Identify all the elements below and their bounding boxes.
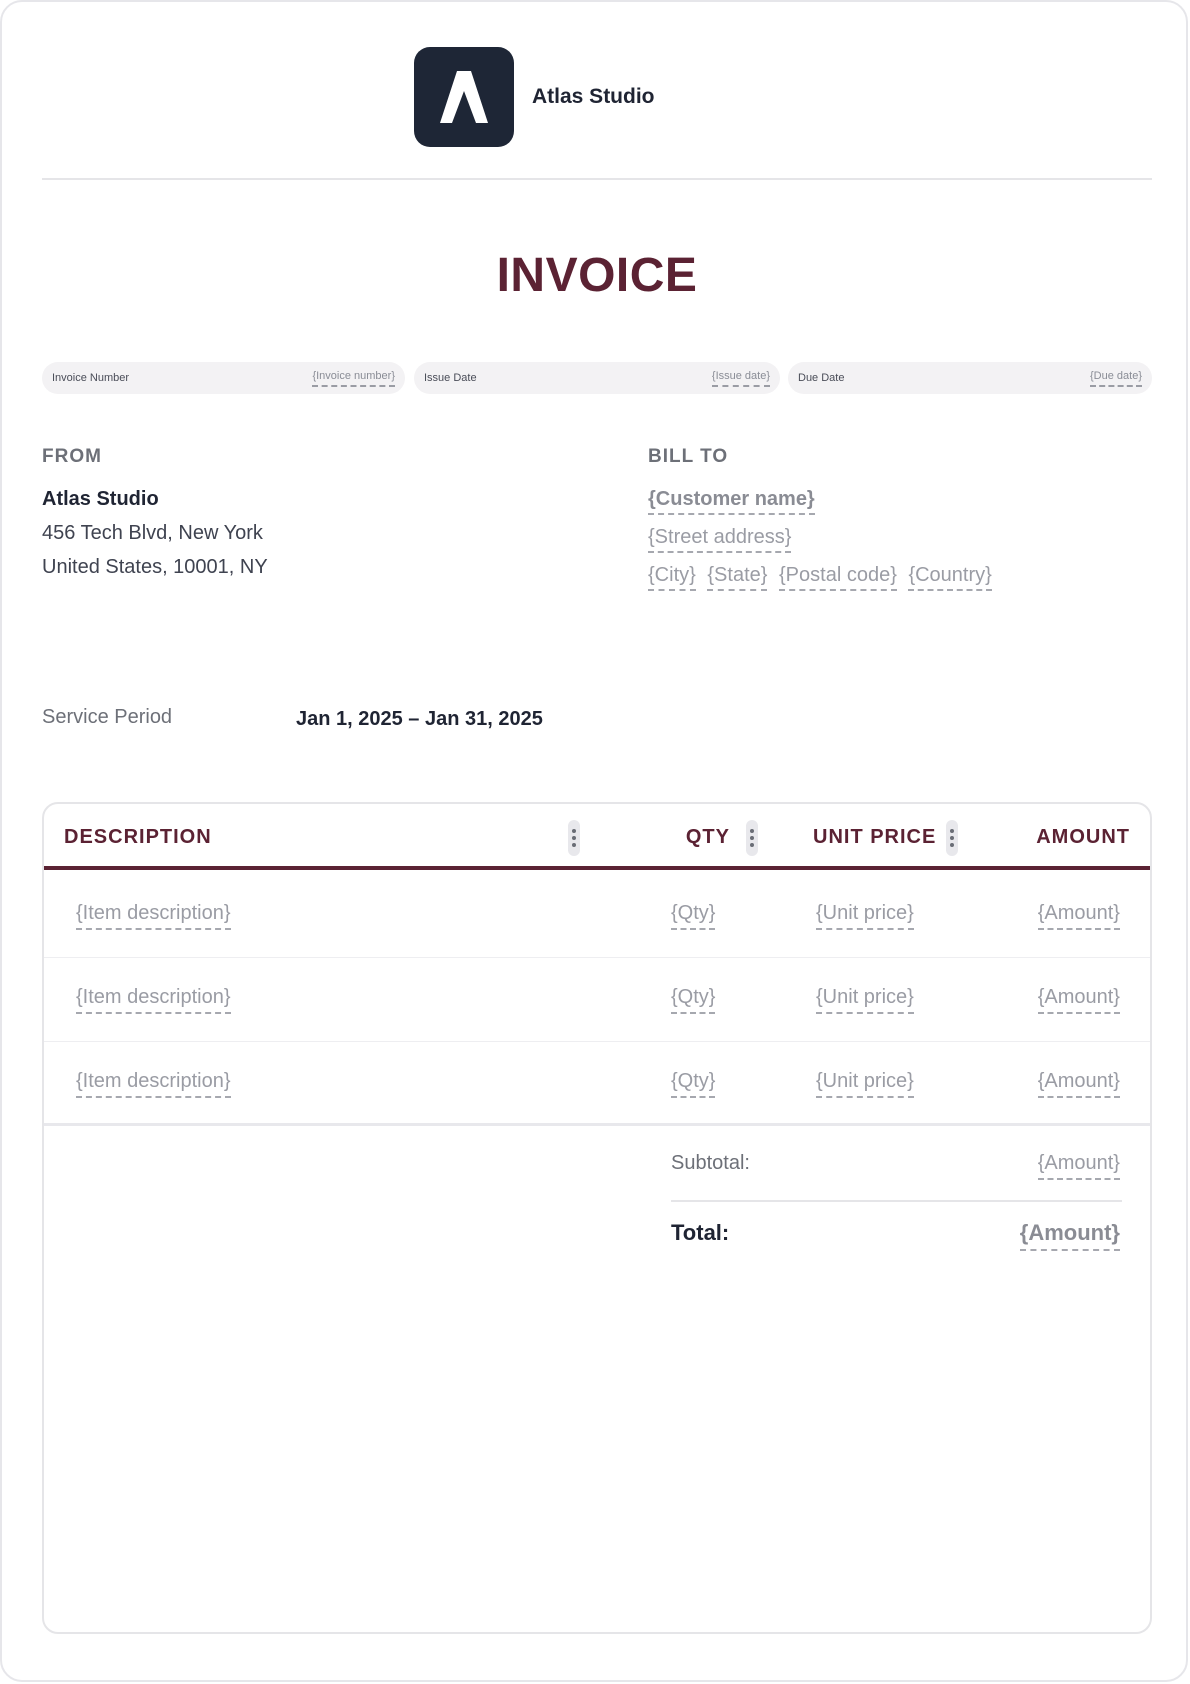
column-header-amount: AMOUNT [1036, 826, 1130, 848]
column-resize-handle[interactable] [746, 820, 758, 856]
customer-name-field[interactable]: {Customer name} [648, 488, 815, 515]
table-header [44, 804, 1150, 870]
from-heading: FROM [42, 446, 102, 467]
city-field[interactable]: {City} [648, 564, 696, 591]
state-field[interactable]: {State} [707, 564, 767, 591]
brand-header [414, 47, 655, 147]
qty-field[interactable]: {Qty} [671, 1070, 715, 1098]
column-header-qty: QTY [685, 826, 730, 848]
due-date-label: Due Date [798, 372, 845, 384]
total-value[interactable]: {Amount} [1020, 1220, 1120, 1251]
qty-field[interactable]: {Qty} [671, 986, 715, 1014]
brand-name: Atlas Studio [532, 85, 655, 108]
table-row [44, 958, 1150, 1042]
column-resize-handle[interactable] [568, 820, 580, 856]
amount-field[interactable]: {Amount} [1038, 986, 1120, 1014]
invoice-number-field[interactable]: {Invoice number} [312, 370, 395, 387]
from-company-name: Atlas Studio [42, 488, 159, 510]
column-header-description: DESCRIPTION [64, 826, 212, 848]
atlas-logo-icon [414, 47, 514, 147]
unit-price-field[interactable]: {Unit price} [816, 902, 914, 930]
from-address-line2: United States, 10001, NY [42, 556, 268, 578]
amount-field[interactable]: {Amount} [1038, 1070, 1120, 1098]
invoice-number-label: Invoice Number [52, 372, 130, 384]
street-address-field[interactable]: {Street address} [648, 526, 791, 553]
issue-date-label: Issue Date [424, 372, 477, 384]
table-row [44, 874, 1150, 958]
issue-date-pill [414, 362, 780, 394]
column-resize-handle[interactable] [946, 820, 958, 856]
unit-price-field[interactable]: {Unit price} [816, 1070, 914, 1098]
table-row [44, 1042, 1150, 1126]
subtotal-value[interactable]: {Amount} [1038, 1152, 1120, 1180]
service-period-value[interactable]: Jan 1, 2025 – Jan 31, 2025 [296, 708, 543, 730]
from-address-line1: 456 Tech Blvd, New York [42, 522, 263, 544]
subtotal-label: Subtotal: [671, 1152, 750, 1174]
invoice-number-pill [42, 362, 405, 394]
item-description-field[interactable]: {Item description} [76, 986, 231, 1014]
column-header-unit-price: UNIT PRICE [813, 826, 937, 848]
line-items-table [42, 802, 1152, 1634]
due-date-pill [788, 362, 1152, 394]
due-date-field[interactable]: {Due date} [1090, 370, 1142, 387]
item-description-field[interactable]: {Item description} [76, 1070, 231, 1098]
issue-date-field[interactable]: {Issue date} [712, 370, 770, 387]
invoice-title: INVOICE [496, 249, 698, 302]
postal-code-field[interactable]: {Postal code} [779, 564, 897, 591]
item-description-field[interactable]: {Item description} [76, 902, 231, 930]
bill-to-heading: BILL TO [648, 446, 729, 467]
total-label: Total: [671, 1220, 730, 1245]
totals-divider [671, 1200, 1122, 1202]
qty-field[interactable]: {Qty} [671, 902, 715, 930]
unit-price-field[interactable]: {Unit price} [816, 986, 914, 1014]
amount-field[interactable]: {Amount} [1038, 902, 1120, 930]
country-field[interactable]: {Country} [908, 564, 991, 591]
service-period-label: Service Period [42, 706, 173, 728]
header-divider [42, 178, 1152, 180]
